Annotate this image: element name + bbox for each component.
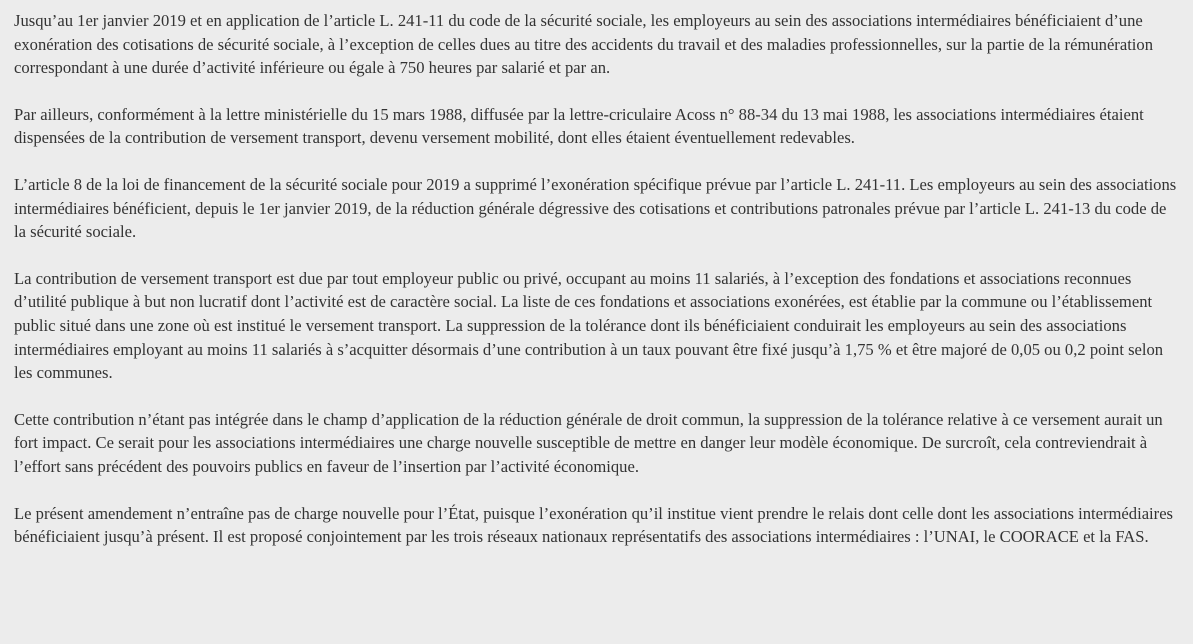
paragraph-5: Cette contribution n’étant pas intégrée dans le champ d’application de la réduction générale de droit commun, la suppression de la tolérance relative à ce versement aurait un fort impact. Ce serait pour les associations intermédiaires une charge nouvelle susceptible de mettre en danger leur modèle économique. De surcroît, cela contreviendrait à l’effort sans précédent des pouvoirs publics en faveur de l’insertion par l’activité économique. [14,409,1163,476]
paragraph-4: La contribution de versement transport est due par tout employeur public ou privé, occupant au moins 11 salariés, à l’exception des fondations et associations reconnues d’utilité publique à but non lucratif dont l’activité est de caractère social. La liste de ces fondations et associations exonérées, est établie par la commune ou l’établissement public situé dans une zone où est institué le versement transport. La suppression de la tolérance dont ils bénéficiaient conduirait les employeurs au sein des associations intermédiaires employant au moins 11 salariés à s’acquitter désormais d’une contribution à un taux pouvant être fixé jusqu’à 1,75 % et être majoré de 0,05 ou 0,2 point selon les communes. [14,268,1164,383]
paragraph-1: Jusqu’au 1er janvier 2019 et en application de l’article L. 241-11 du code de la sécurité sociale, les employeurs au sein des associations intermédiaires bénéficiaient d’une exonération des cotisations de sécurité sociale, à l’exception de celles dues au titre des accidents du travail et des maladies professionnelles, sur la partie de la rémunération correspondant à une durée d’activité inférieure ou égale à 750 heures par salarié et par an. [14,11,1154,78]
paragraph-6: Le présent amendement n’entraîne pas de charge nouvelle pour l’État, puisque l’exonération qu’il institue vient prendre le relais dont celle dont les associations intermédiaires bénéficiaient jusqu’à présent. Il est proposé conjointement par les trois réseaux nationaux représentatifs des associations intermédiaires : l’UNAI, le COORACE et la FAS. [14,503,1174,547]
paragraph-2: Par ailleurs, conformément à la lettre ministérielle du 15 mars 1988, diffusée par la lettre-criculaire Acoss n° 88-34 du 13 mai 1988, les associations intermédiaires étaient dispensées de la contribution de versement transport, devenu versement mobilité, dont elles étaient éventuellement redevables. [14,104,1144,148]
paragraph-3: L’article 8 de la loi de financement de la sécurité sociale pour 2019 a supprimé l’exonération spécifique prévue par l’article L. 241-11. Les employeurs au sein des associations intermédiaires bénéficient, depuis le 1er janvier 2019, de la réduction générale dégressive des cotisations et contributions patronales prévue par l’article L. 241-13 du code de la sécurité sociale. [14,174,1177,242]
